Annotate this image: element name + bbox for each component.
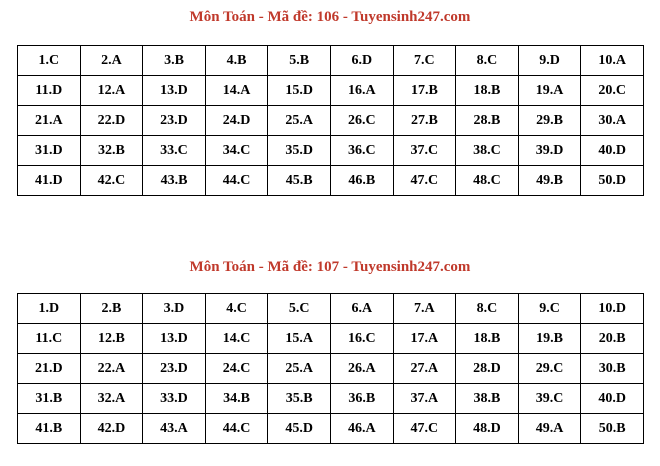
answer-cell: 42.D xyxy=(80,414,143,444)
table-row xyxy=(18,76,644,106)
answer-cell: 7.C xyxy=(393,46,456,76)
answer-cell: 20.B xyxy=(581,324,644,354)
answer-cell: 14.C xyxy=(205,324,268,354)
answer-cell: 34.C xyxy=(205,136,268,166)
answer-cell: 36.B xyxy=(330,384,393,414)
answer-cell: 2.B xyxy=(80,294,143,324)
answer-cell: 10.A xyxy=(581,46,644,76)
section-title-107: Môn Toán - Mã đề: 107 - Tuyensinh247.com xyxy=(189,259,471,275)
answer-cell: 33.C xyxy=(143,136,206,166)
answer-cell: 4.B xyxy=(205,46,268,76)
answer-cell: 32.B xyxy=(80,136,143,166)
answer-cell: 20.C xyxy=(581,76,644,106)
answer-cell: 39.D xyxy=(518,136,581,166)
answer-cell: 10.D xyxy=(581,294,644,324)
answer-cell: 27.A xyxy=(393,354,456,384)
answer-cell: 15.A xyxy=(268,324,331,354)
answer-cell: 5.B xyxy=(268,46,331,76)
answer-cell: 49.B xyxy=(518,166,581,196)
answer-cell: 8.C xyxy=(456,46,519,76)
answer-cell: 43.B xyxy=(143,166,206,196)
answer-cell: 43.A xyxy=(143,414,206,444)
answer-cell: 23.D xyxy=(143,354,206,384)
answer-cell: 19.A xyxy=(518,76,581,106)
answer-cell: 49.A xyxy=(518,414,581,444)
answer-cell: 18.B xyxy=(456,76,519,106)
table-row xyxy=(18,354,644,384)
answer-cell: 37.A xyxy=(393,384,456,414)
answer-cell: 31.B xyxy=(18,384,81,414)
table-row xyxy=(18,294,644,324)
answer-cell: 21.A xyxy=(18,106,81,136)
answer-cell: 13.D xyxy=(143,324,206,354)
answer-cell: 42.C xyxy=(80,166,143,196)
answer-cell: 19.B xyxy=(518,324,581,354)
table-row xyxy=(18,106,644,136)
answer-cell: 44.C xyxy=(205,166,268,196)
answer-cell: 9.C xyxy=(518,294,581,324)
answer-cell: 24.D xyxy=(205,106,268,136)
answer-cell: 9.D xyxy=(518,46,581,76)
answer-cell: 8.C xyxy=(456,294,519,324)
answer-cell: 38.C xyxy=(456,136,519,166)
answer-cell: 38.B xyxy=(456,384,519,414)
answer-cell: 28.B xyxy=(456,106,519,136)
answer-cell: 50.D xyxy=(581,166,644,196)
answer-cell: 25.A xyxy=(268,106,331,136)
answer-cell: 40.D xyxy=(581,384,644,414)
table-row xyxy=(18,414,644,444)
answer-cell: 41.D xyxy=(18,166,81,196)
answer-cell: 3.B xyxy=(143,46,206,76)
answer-cell: 17.B xyxy=(393,76,456,106)
answer-cell: 24.C xyxy=(205,354,268,384)
answer-cell: 11.C xyxy=(18,324,81,354)
section-title-106: Môn Toán - Mã đề: 106 - Tuyensinh247.com xyxy=(189,9,471,25)
answer-cell: 14.A xyxy=(205,76,268,106)
answer-cell: 48.C xyxy=(456,166,519,196)
answer-cell: 22.D xyxy=(80,106,143,136)
answer-cell: 12.B xyxy=(80,324,143,354)
answer-cell: 26.C xyxy=(330,106,393,136)
answer-table-106 xyxy=(17,45,644,196)
answer-cell: 28.D xyxy=(456,354,519,384)
answer-cell: 44.C xyxy=(205,414,268,444)
answer-cell: 40.D xyxy=(581,136,644,166)
answer-cell: 46.A xyxy=(330,414,393,444)
answer-cell: 47.C xyxy=(393,414,456,444)
answer-cell: 1.C xyxy=(18,46,81,76)
answer-cell: 50.B xyxy=(581,414,644,444)
answer-cell: 22.A xyxy=(80,354,143,384)
answer-cell: 29.B xyxy=(518,106,581,136)
answer-cell: 21.D xyxy=(18,354,81,384)
answer-cell: 36.C xyxy=(330,136,393,166)
answer-cell: 3.D xyxy=(143,294,206,324)
answer-cell: 6.D xyxy=(330,46,393,76)
answer-table-107 xyxy=(17,293,644,444)
answer-cell: 47.C xyxy=(393,166,456,196)
answer-cell: 1.D xyxy=(18,294,81,324)
answer-cell: 11.D xyxy=(18,76,81,106)
answer-cell: 25.A xyxy=(268,354,331,384)
answer-cell: 41.B xyxy=(18,414,81,444)
answer-cell: 35.D xyxy=(268,136,331,166)
table-row xyxy=(18,166,644,196)
answer-cell: 6.A xyxy=(330,294,393,324)
answer-cell: 26.A xyxy=(330,354,393,384)
answer-cell: 27.B xyxy=(393,106,456,136)
answer-cell: 18.B xyxy=(456,324,519,354)
table-row xyxy=(18,46,644,76)
answer-cell: 16.A xyxy=(330,76,393,106)
answer-cell: 13.D xyxy=(143,76,206,106)
answer-cell: 5.C xyxy=(268,294,331,324)
answer-cell: 33.D xyxy=(143,384,206,414)
answer-cell: 16.C xyxy=(330,324,393,354)
answer-cell: 35.B xyxy=(268,384,331,414)
answer-cell: 17.A xyxy=(393,324,456,354)
answer-cell: 23.D xyxy=(143,106,206,136)
answer-cell: 2.A xyxy=(80,46,143,76)
answer-cell: 46.B xyxy=(330,166,393,196)
answer-cell: 39.C xyxy=(518,384,581,414)
answer-cell: 15.D xyxy=(268,76,331,106)
answer-cell: 30.B xyxy=(581,354,644,384)
answer-cell: 48.D xyxy=(456,414,519,444)
answer-cell: 32.A xyxy=(80,384,143,414)
answer-cell: 29.C xyxy=(518,354,581,384)
answer-cell: 37.C xyxy=(393,136,456,166)
table-row xyxy=(18,384,644,414)
table-row xyxy=(18,136,644,166)
answer-cell: 34.B xyxy=(205,384,268,414)
answer-cell: 7.A xyxy=(393,294,456,324)
answer-cell: 12.A xyxy=(80,76,143,106)
answer-cell: 45.D xyxy=(268,414,331,444)
table-row xyxy=(18,324,644,354)
answer-cell: 4.C xyxy=(205,294,268,324)
answer-cell: 30.A xyxy=(581,106,644,136)
answer-cell: 45.B xyxy=(268,166,331,196)
answer-cell: 31.D xyxy=(18,136,81,166)
